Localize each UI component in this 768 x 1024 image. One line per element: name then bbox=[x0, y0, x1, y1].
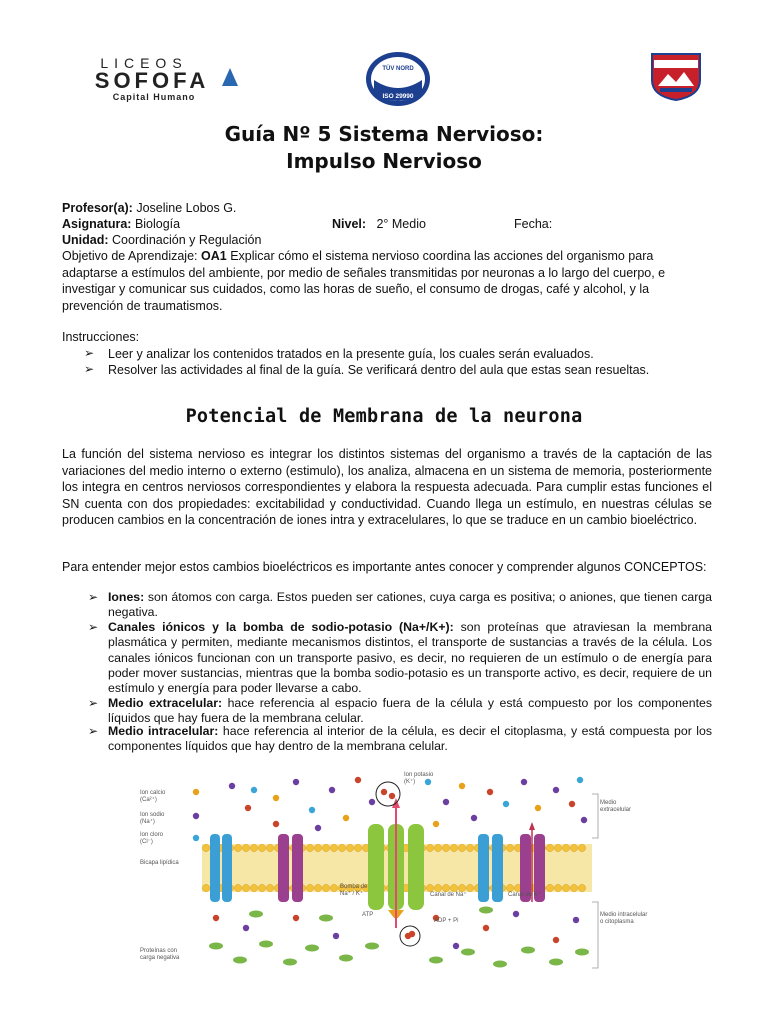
objetivo-paragraph bbox=[62, 248, 710, 314]
concept-text: son átomos con carga. Estos pueden ser cationes, cuya carga es positiva; o aniones, que tienen carga negativa. bbox=[108, 590, 712, 620]
ion-potasio-icon bbox=[487, 789, 493, 795]
ion-calcio-icon bbox=[433, 821, 439, 827]
ion-sodio-icon bbox=[573, 917, 579, 923]
ion-sodio-icon bbox=[229, 783, 235, 789]
ion-potasio-icon bbox=[409, 931, 415, 937]
ion-potasio-icon bbox=[553, 937, 559, 943]
profesor-row bbox=[62, 200, 236, 216]
protein-icon bbox=[493, 961, 507, 968]
ion-calcio-icon bbox=[193, 789, 199, 795]
school-crest-logo bbox=[648, 50, 704, 102]
intro-paragraph: La función del sistema nervioso es integrar los distintos sistemas del organismo a través de la captación de las variaciones del medio interno o externo (estimulo), los analiza, almacena en un sistema de memoria, posteriormente los integra en centros nerviosos correspondientes y elabora la respuesta adecuada. Para cumplir estas funciones el SN cuenta con dos propiedades: excitabilidad y conductividad. Cuando llega un estímulo, en nuestras células se producen cambios en la concentración de iones intra y extracelulares, lo que se traduce en un cambio bioeléctrico. bbox=[62, 447, 712, 527]
label-canal-k: Canal de K⁺ bbox=[508, 892, 541, 898]
asignatura-label: Asignatura: bbox=[62, 217, 132, 231]
ion-potasio-icon bbox=[569, 801, 575, 807]
ion-sodio-icon bbox=[369, 799, 375, 805]
protein-icon bbox=[259, 941, 273, 948]
ion-calcio-icon bbox=[459, 783, 465, 789]
unidad-value: Coordinación y Regulación bbox=[112, 233, 262, 247]
ion-sodio-icon bbox=[443, 799, 449, 805]
ion-sodio-icon bbox=[581, 817, 587, 823]
label-medio-ext-2: extracelular bbox=[600, 807, 632, 813]
label-bomba: Bomba de bbox=[340, 884, 368, 890]
label-ion-cloro: Ion cloro bbox=[140, 832, 164, 838]
label-proteinas-2: carga negativa bbox=[140, 955, 180, 961]
concepts-intro: Para entender mejor estos cambios bioeléctricos es importante antes conocer y comprender algunos CONCEPTOS: bbox=[62, 560, 707, 574]
logo-triangle-icon bbox=[222, 68, 238, 86]
arrow-bullet-icon: ➢ bbox=[84, 362, 95, 376]
ion-sodio-icon bbox=[193, 813, 199, 819]
nivel-row bbox=[332, 216, 426, 232]
iso-text-top: TÜV NORD bbox=[382, 66, 414, 72]
membrane-diagram bbox=[136, 768, 648, 976]
label-ion-sodio: Ion sodio bbox=[140, 812, 165, 818]
protein-icon bbox=[283, 959, 297, 966]
protein-icon bbox=[249, 911, 263, 918]
unidad-row bbox=[62, 232, 261, 248]
protein-icon bbox=[479, 907, 493, 914]
ion-potasio-icon bbox=[245, 805, 251, 811]
protein-icon bbox=[233, 957, 247, 964]
arrow-bullet-icon: ➢ bbox=[88, 724, 99, 738]
concept-term: Canales iónicos y la bomba de sodio-potasio (Na+/K+): bbox=[108, 620, 454, 634]
ion-calcio-icon bbox=[343, 815, 349, 821]
ion-sodio-icon bbox=[333, 933, 339, 939]
protein-icon bbox=[319, 915, 333, 922]
na-k-pump-icon bbox=[368, 798, 424, 928]
label-ion-potasio: Ion potasio bbox=[404, 772, 434, 778]
ion-cloro-icon bbox=[309, 807, 315, 813]
label-ion-cloro-symbol: (Cl⁻) bbox=[140, 839, 153, 845]
ion-potasio-icon bbox=[213, 915, 219, 921]
arrow-bullet-icon: ➢ bbox=[84, 346, 95, 360]
arrow-bullet-icon: ➢ bbox=[88, 590, 99, 604]
ion-sodio-icon bbox=[315, 825, 321, 831]
protein-icon bbox=[549, 959, 563, 966]
ion-potasio-icon bbox=[483, 925, 489, 931]
ion-cloro-icon bbox=[577, 777, 583, 783]
iso-certification-logo bbox=[364, 50, 432, 108]
protein-icon bbox=[521, 947, 535, 954]
protein-icon bbox=[339, 955, 353, 962]
profesor-label: Profesor(a): bbox=[62, 201, 133, 215]
arrow-bullet-icon: ➢ bbox=[88, 696, 99, 710]
fecha-label: Fecha: bbox=[514, 217, 553, 231]
potassium-channel-icon bbox=[520, 822, 545, 902]
protein-icon bbox=[305, 945, 319, 952]
label-ion-sodio-symbol: (Na⁺) bbox=[140, 819, 155, 825]
ion-potasio-icon bbox=[293, 915, 299, 921]
ion-cloro-icon bbox=[251, 787, 257, 793]
logo-text-top: LICEOS bbox=[100, 55, 188, 71]
ion-cloro-icon bbox=[503, 801, 509, 807]
ion-calcio-icon bbox=[273, 795, 279, 801]
unidad-label: Unidad: bbox=[62, 233, 109, 247]
label-ion-calcio: Ion calcio bbox=[140, 790, 166, 796]
ion-potasio-icon bbox=[389, 793, 395, 799]
ion-potasio-icon bbox=[355, 777, 361, 783]
concept-text: hace referencia al espacio fuera de la célula y está compuesto por los componentes líquidos que hay fuera de la membrana celular. bbox=[108, 696, 713, 726]
label-medio-int: Medio intracelular bbox=[600, 912, 648, 918]
asignatura-value: Biología bbox=[134, 217, 181, 231]
label-bomba-2: Na⁺ / K⁺ bbox=[340, 891, 364, 897]
concept-term: Iones: bbox=[108, 590, 145, 604]
label-atp: ATP bbox=[362, 912, 374, 918]
instructions-heading: Instrucciones: bbox=[62, 330, 140, 344]
ion-potasio-icon bbox=[273, 821, 279, 827]
ion-cloro-icon bbox=[193, 835, 199, 841]
concept-item bbox=[108, 590, 712, 621]
concept-text: hace referencia al interior de la célula, es decir el citoplasma, y está compuesta por los componentes líquidos que hay dentro de la membrana celular. bbox=[108, 724, 712, 754]
protein-icon bbox=[575, 949, 589, 956]
objetivo-text: Explicar cómo el sistema nervioso coordina las acciones del organismo para adaptarse a estímulos del ambiente, por medio de señales transmitidas por neuronas a lo largo del cuerpo, e investigar y comunicar sus cuidados, como las horas de sueño, el consumo de drogas, café y alcohol, y la prevención de traumatismos. bbox=[62, 249, 666, 313]
iso-text-bottom: ISO 29990 bbox=[382, 93, 414, 100]
label-medio-ext: Medio bbox=[600, 800, 617, 806]
logo-text-mid: SOFOFA bbox=[94, 68, 210, 93]
label-proteinas: Proteínas con bbox=[140, 948, 178, 954]
ion-sodio-icon bbox=[471, 815, 477, 821]
ion-sodio-icon bbox=[453, 943, 459, 949]
objetivo-code: OA1 bbox=[201, 249, 227, 263]
protein-icon bbox=[209, 943, 223, 950]
label-medio-int-2: o citoplasma bbox=[600, 919, 634, 925]
protein-icon bbox=[461, 949, 475, 956]
ion-sodio-icon bbox=[293, 779, 299, 785]
liceos-sofofa-logo bbox=[72, 52, 240, 104]
concept-text: son proteínas que atraviesan la membrana plasmática y permiten, mediante mecanismos distintos, el transporte de sustancias a través de la célula. Los canales iónicos funcionan con un transporte pasivo, es decir, no requieren de un estímulo o de energía para poder mover sustancias, mientras que la bomba sodio-potasio es un transporte activo, es decir, requiere de un estímulo y energía para poder llevarse a cabo. bbox=[108, 620, 712, 696]
concept-item bbox=[108, 620, 712, 696]
ion-calcio-icon bbox=[535, 805, 541, 811]
concept-item bbox=[108, 724, 712, 755]
ion-sodio-icon bbox=[243, 925, 249, 931]
ion-sodio-icon bbox=[329, 787, 335, 793]
section-title: Potencial de Membrana de la neurona bbox=[185, 406, 583, 427]
ion-sodio-icon bbox=[513, 911, 519, 917]
label-bicapa: Bicapa lipídica bbox=[140, 860, 179, 866]
instruction-item: Resolver las actividades al final de la guía. Se verificará dentro del aula que estas sean resueltas. bbox=[108, 363, 650, 377]
concept-term: Medio intracelular: bbox=[108, 724, 219, 738]
protein-icon bbox=[429, 957, 443, 964]
asignatura-row bbox=[62, 216, 180, 232]
guide-subtitle: Impulso Nervioso bbox=[286, 149, 482, 173]
label-adp: ADP + Pi bbox=[434, 918, 459, 924]
ion-cloro-icon bbox=[425, 779, 431, 785]
instruction-item: Leer y analizar los contenidos tratados en la presente guía, los cuales serán evaluados. bbox=[108, 347, 594, 361]
protein-icon bbox=[365, 943, 379, 950]
label-ion-calcio-symbol: (Ca²⁺) bbox=[140, 797, 157, 803]
ion-potasio-icon bbox=[381, 789, 387, 795]
guide-title: Guía Nº 5 Sistema Nervioso: bbox=[224, 122, 544, 146]
arrow-bullet-icon: ➢ bbox=[88, 620, 99, 634]
concept-item bbox=[108, 696, 712, 727]
ion-sodio-icon bbox=[521, 779, 527, 785]
concept-term: Medio extracelular: bbox=[108, 696, 223, 710]
label-canal-na: Canal de Na⁺ bbox=[430, 892, 467, 898]
logo-text-sub: Capital Humano bbox=[112, 92, 196, 102]
ion-sodio-icon bbox=[553, 787, 559, 793]
nivel-label: Nivel: bbox=[332, 217, 367, 231]
nivel-value: 2° Medio bbox=[376, 217, 426, 231]
objetivo-label: Objetivo de Aprendizaje: bbox=[62, 249, 198, 263]
profesor-value: Joseline Lobos G. bbox=[136, 201, 237, 215]
label-ion-potasio-symbol: (K⁺) bbox=[404, 779, 416, 785]
